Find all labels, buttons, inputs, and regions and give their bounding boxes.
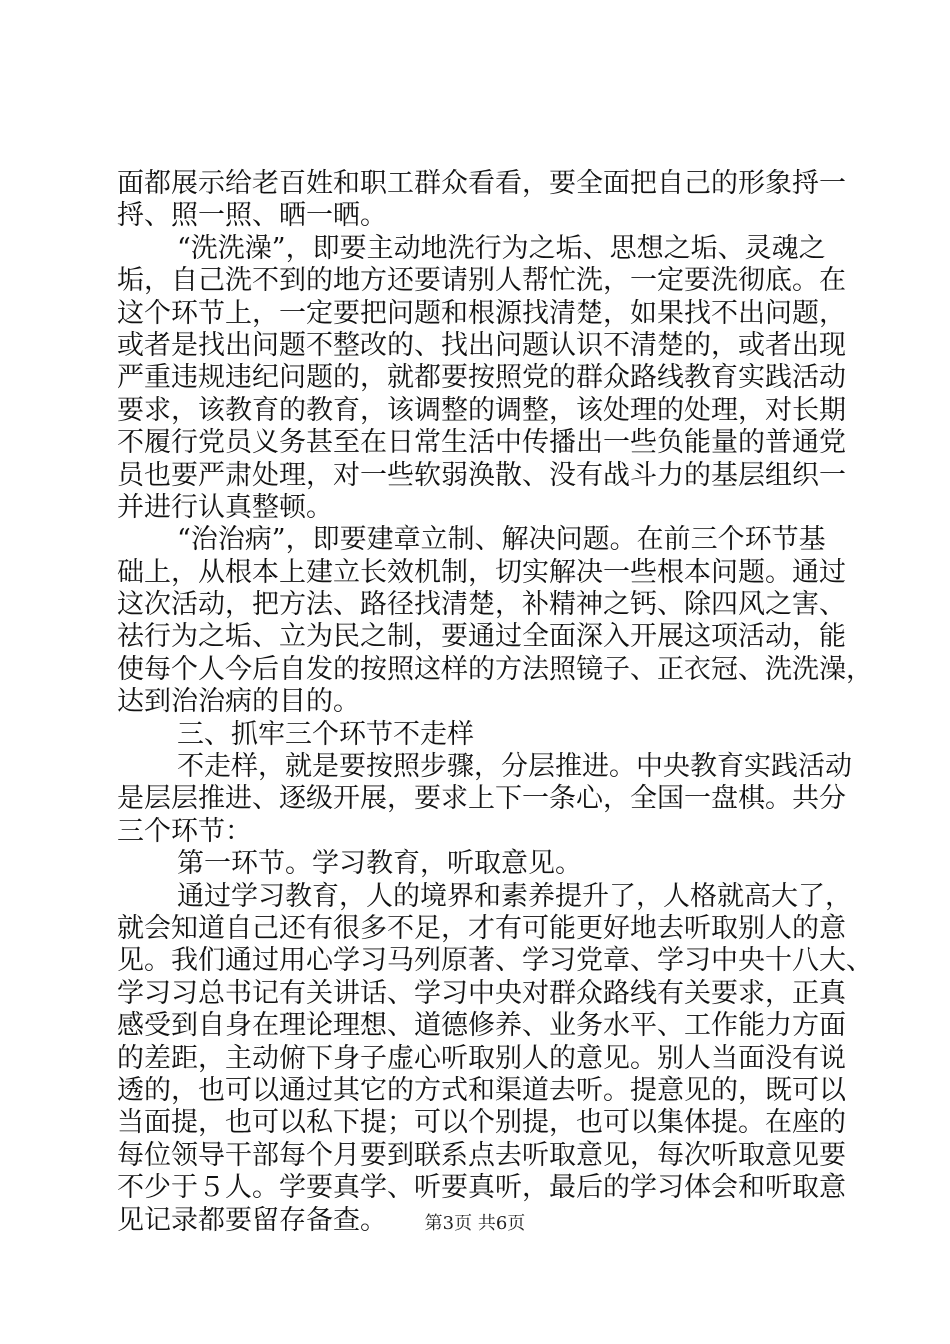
text-line: 捋、照一照、晒一晒。 xyxy=(117,200,387,232)
text-line: 垢，自己洗不到的地方还要请别人帮忙洗，一定要洗彻底。在 xyxy=(117,265,846,297)
section-heading: 三、抓牢三个环节不走样 xyxy=(177,718,474,750)
text-line: 透的，也可以通过其它的方式和渠道去听。提意见的，既可以 xyxy=(117,1074,846,1106)
text-line: 或者是找出问题不整改的、找出问题认识不清楚的，或者出现 xyxy=(117,329,846,361)
paragraph-start-line: 不走样，就是要按照步骤，分层推进。中央教育实践活动 xyxy=(177,751,852,783)
text-line: 础上，从根本上建立长效机制，切实解决一些根本问题。通过 xyxy=(117,556,846,588)
text-line: 的差距，主动俯下身子虚心听取别人的意见。别人当面没有说 xyxy=(117,1042,846,1074)
text-line: 每位领导干部每个月要到联系点去听取意见，每次听取意见要 xyxy=(117,1139,846,1171)
text-line: 见记录都要留存备查。 xyxy=(117,1204,387,1236)
text-line: 这个环节上，一定要把问题和根源找清楚，如果找不出问题， xyxy=(117,297,846,329)
text-line: 这次活动，把方法、路径找清楚，补精神之钙、除四风之害、 xyxy=(117,589,846,621)
text-line: 员也要严肃处理，对一些软弱涣散、没有战斗力的基层组织一 xyxy=(117,459,846,491)
text-line: 当面提，也可以私下提；可以个别提，也可以集体提。在座的 xyxy=(117,1107,846,1139)
text-line: 三个环节： xyxy=(117,815,252,847)
text-line: 要求，该教育的教育，该调整的调整，该处理的处理，对长期 xyxy=(117,394,846,426)
page-number-footer: 第3页 共6页 xyxy=(424,1213,526,1234)
text-line: 不少于５人。学要真学、听要真听，最后的学习体会和听取意 xyxy=(117,1172,846,1204)
text-line: 不履行党员义务甚至在日常生活中传播出一些负能量的普通党 xyxy=(117,427,846,459)
text-line: 面都展示给老百姓和职工群众看看，要全面把自己的形象捋一 xyxy=(117,168,846,199)
text-line: 就会知道自己还有很多不足，才有可能更好地去听取别人的意 xyxy=(117,912,846,944)
text-line: 学习习总书记有关讲话、学习中央对群众路线有关要求，正真 xyxy=(117,977,846,1009)
paragraph-start-line: 通过学习教育，人的境界和素养提升了，人格就高大了， xyxy=(177,880,852,912)
paragraph-start-line: “治治病”，即要建章立制、解决问题。在前三个环节基 xyxy=(177,524,826,556)
subsection-heading: 第一环节。学习教育，听取意见。 xyxy=(177,848,582,880)
text-line: 达到治治病的目的。 xyxy=(117,686,360,718)
paragraph-start-line: “洗洗澡”，即要主动地洗行为之垢、思想之垢、灵魂之 xyxy=(177,232,826,264)
text-line: 祛行为之垢、立为民之制，要通过全面深入开展这项活动，能 xyxy=(117,621,846,653)
text-line: 使每个人今后自发的按照这样的方法照镜子、正衣冠、洗洗澡， xyxy=(117,653,873,685)
text-line: 感受到自身在理论理想、道德修养、业务水平、工作能力方面 xyxy=(117,1010,846,1042)
document-body xyxy=(117,168,873,1237)
text-line: 并进行认真整顿。 xyxy=(117,491,333,523)
text-line: 是层层推进、逐级开展，要求上下一条心，全国一盘棋。共分 xyxy=(117,783,846,815)
text-line: 见。我们通过用心学习马列原著、学习党章、学习中央十八大、 xyxy=(117,945,873,977)
text-line: 严重违规违纪问题的，就都要按照党的群众路线教育实践活动 xyxy=(117,362,846,394)
